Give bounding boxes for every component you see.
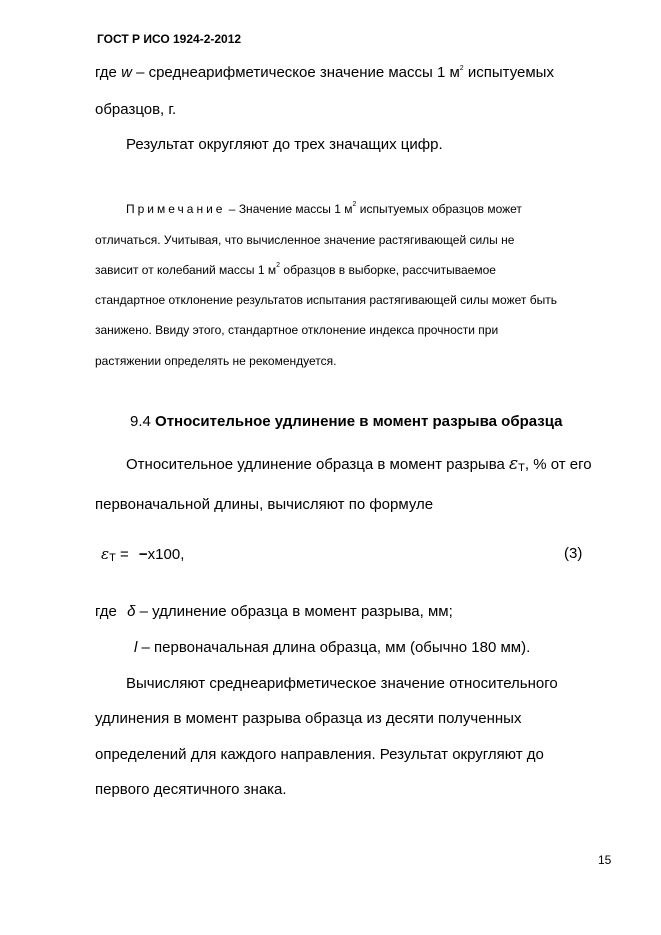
paragraph-elongation-line1 <box>126 454 592 474</box>
text-segment: испытуемых <box>463 64 554 81</box>
section-title: Относительное удлинение в момент разрыва образца <box>155 413 563 430</box>
paragraph-average-line2: удлинения в момент разрыва образца из десяти полученных <box>95 710 522 727</box>
formula <box>101 545 184 563</box>
subscript: T <box>518 462 525 474</box>
note-label: Примечание <box>126 202 226 216</box>
note-dash: – <box>225 202 239 216</box>
document-header: ГОСТ Р ИСО 1924-2-2012 <box>97 32 242 46</box>
note-line6: растяжении определять не рекомендуется. <box>95 354 337 368</box>
symbol-epsilon: ε <box>509 454 519 474</box>
text-segment: – первоначальная длина образца, мм (обычно 180 мм). <box>137 639 531 656</box>
note-line3 <box>95 263 496 277</box>
paragraph-average-line1: Вычисляют среднеарифметическое значение относительного <box>126 675 558 692</box>
text-segment: Относительное удлинение образца в момент разрыва <box>126 456 509 473</box>
symbol-w: w <box>121 64 132 81</box>
section-number: 9.4 <box>130 413 156 430</box>
text-prefix: где <box>95 64 122 81</box>
paragraph-mass-line1 <box>95 64 554 81</box>
formula-number: (3) <box>564 545 583 562</box>
formula-equals: = <box>115 546 133 563</box>
superscript: 2 <box>276 262 281 269</box>
symbol-l: l <box>134 639 138 656</box>
paragraph-average-line3: определений для каждого направления. Результат округляют до <box>95 746 544 763</box>
text-segment: испытуемых образцов может <box>356 202 522 216</box>
section-heading <box>130 413 562 430</box>
formula-subscript: T <box>109 552 116 564</box>
definition-length <box>134 639 530 656</box>
note-line2: отличаться. Учитывая, что вычисленное значение растягивающей силы не <box>95 233 515 247</box>
text-segment: образцов в выборке, рассчитываемое <box>280 263 496 277</box>
paragraph-average-line4: первого десятичного знака. <box>95 781 287 798</box>
note-line4: стандартное отклонение результатов испытания растягивающей силы может быть <box>95 293 557 307</box>
paragraph-rounding: Результат округляют до трех значащих цифр. <box>126 136 443 153</box>
text-segment: Значение массы 1 м <box>238 202 353 216</box>
note-line5: занижено. Ввиду этого, стандартное отклонение индекса прочности при <box>95 323 499 337</box>
page-number: 15 <box>598 853 612 867</box>
text-segment: , % от его <box>524 456 592 473</box>
definition-delta <box>95 603 453 620</box>
paragraph-mass-line2: образцов, г. <box>95 101 177 118</box>
text-segment: зависит от колебаний массы 1 м <box>95 263 277 277</box>
paragraph-elongation-line2: первоначальной длины, вычисляют по формуле <box>95 496 434 513</box>
symbol-delta: δ <box>127 603 136 620</box>
note-line1 <box>126 202 522 216</box>
formula-fraction-bar: − <box>138 546 148 563</box>
formula-multiplier: x100, <box>147 546 185 563</box>
text-prefix: где <box>95 603 122 620</box>
text-segment: – удлинение образца в момент разрыва, мм; <box>135 603 453 620</box>
superscript: 2 <box>459 65 464 72</box>
superscript: 2 <box>352 201 357 208</box>
text-segment: – среднеарифметическое значение массы 1 м <box>131 64 460 81</box>
formula-epsilon: ε <box>101 545 110 563</box>
